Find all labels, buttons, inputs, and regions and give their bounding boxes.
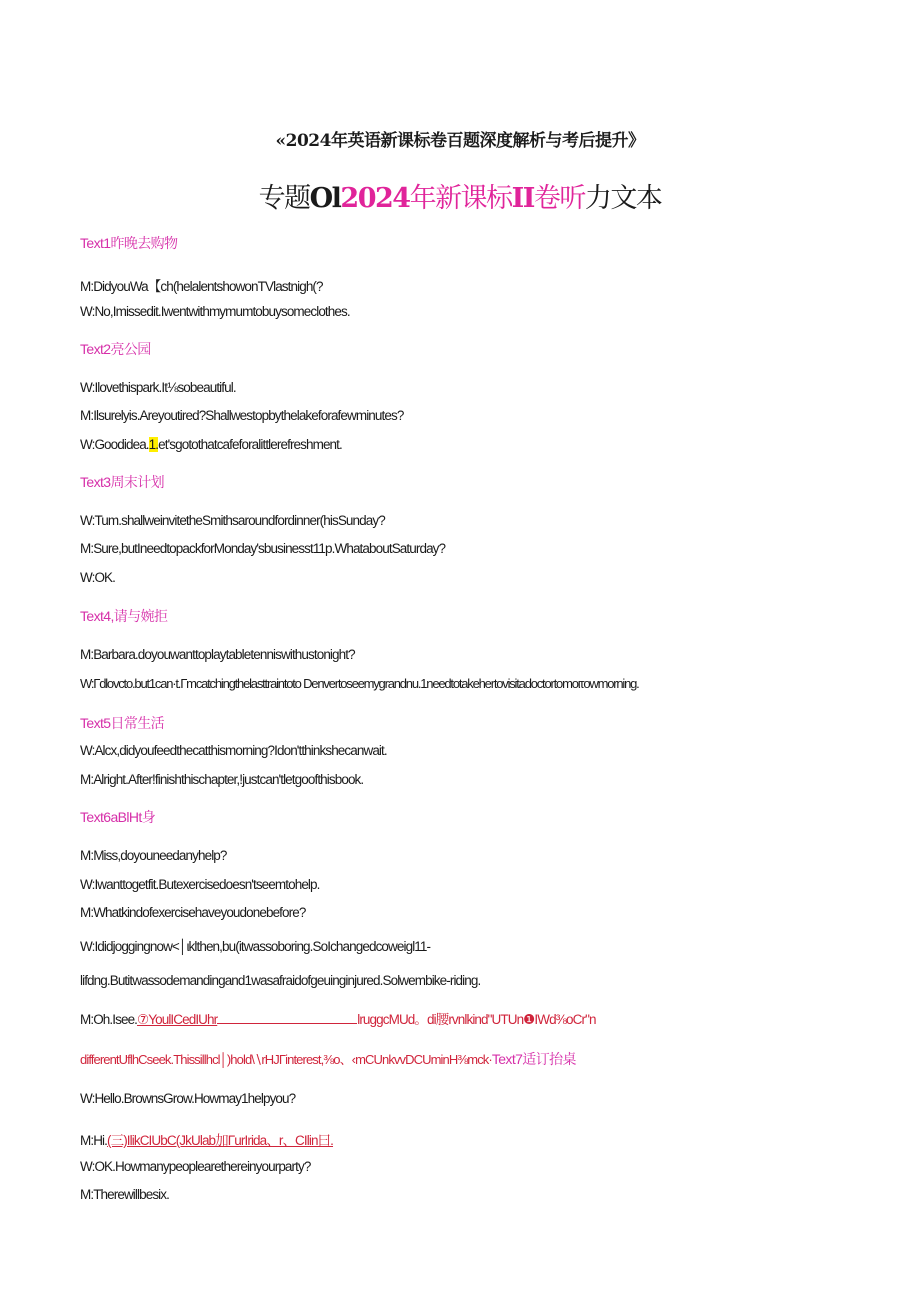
dialogue-line: W:Tum.shallweinvitetheSmithsaroundfordinner(hisSunday? — [80, 513, 385, 528]
dialogue-line: M:Whatkindofexercisehaveyoudonebefore? — [80, 905, 306, 920]
title-part-5: II — [511, 183, 534, 214]
dialogue-line — [80, 1129, 333, 1149]
title-part-1: 专题 — [258, 183, 310, 214]
section-heading-text7: Text7适订抬桌 — [491, 1051, 576, 1067]
title-part-3: 2024 — [340, 183, 410, 214]
dialogue-line: W:No,Imissedit.Iwentwithmymumtobuysomeclothes. — [80, 304, 350, 319]
section-heading-text4: Text4,请与婉拒 — [80, 608, 168, 624]
section-heading-text3: Text3周末计划 — [80, 474, 165, 490]
dialogue-line — [80, 1008, 596, 1028]
annotated-text: ⑦YoulICedIUhr — [137, 1012, 218, 1027]
section-heading-text2: Text2亮公园 — [80, 341, 151, 357]
speaker-text: M:Oh.Isee. — [80, 1012, 138, 1027]
section-heading-text5: Text5日常生活 — [80, 715, 165, 731]
answer-blank — [217, 1013, 357, 1024]
title-part-2: Ol — [309, 183, 341, 214]
document-main-title — [0, 176, 920, 215]
dialogue-line: M:DidyouWa【ch(helalentshowonTVlastnigh(? — [80, 279, 323, 294]
title-part-4: 年新课标 — [409, 183, 512, 214]
dialogue-line: M:Miss,doyouneedanyhelp? — [80, 848, 227, 863]
dialogue-line — [80, 1049, 576, 1069]
dialogue-line — [80, 437, 342, 452]
dialogue-line: W:OK. — [80, 570, 116, 585]
highlighted-marker: 1. — [148, 437, 159, 452]
annotated-text: lruggcMUd。di腰rvnlkind"UTUn❶IWd⅜oCr"n — [357, 1012, 596, 1027]
dialogue-line: M:Alright.After!finishthischapter,!justcan'tletgoofthisbook. — [80, 772, 364, 787]
dialogue-line: W:Hello.BrownsGrow.Howmay1helpyou? — [80, 1091, 296, 1106]
title-part-7: 力文本 — [584, 183, 662, 214]
section-heading-text1: Text1昨晚去购物 — [80, 235, 178, 251]
annotated-text: differentUflhCseek.Thissillhcl│)hold\∖rHJΓinterest,⅜o、‹mCUnkvvDCUminH⅜mck· — [80, 1052, 492, 1067]
dialogue-line: M:Ilsurelyis.Areyoutired?Shallwestopbythelakeforafewminutes? — [80, 408, 404, 423]
dialogue-line: M:Sure,butIneedtopackforMonday'sbusinesst11p.WhataboutSaturday? — [80, 541, 446, 556]
dialogue-line: W:Ididjoggingnow<│ιklthen,bu(itwassoboring.SoIchangedcoweigl11- — [80, 939, 431, 954]
dialogue-line: M:Therewillbesix. — [80, 1187, 169, 1202]
annotated-text: (三)IlikCIUbC(JkUlab加ΓurIrida、r、CIlin曰. — [107, 1133, 334, 1148]
section-heading-text6: Text6aBlHt身 — [80, 809, 156, 825]
line-start: W:Goodidea. — [80, 437, 149, 452]
title-part-6: 卷听 — [533, 183, 585, 214]
dialogue-line: W:Ilovethispark.It⅛sobeautiful. — [80, 380, 236, 395]
dialogue-line: W:Alcx,didyoufeedthecatthismorning?Idon'tthinkshecanwait. — [80, 743, 387, 758]
dialogue-line: M:Barbara.doyouwanttoplaytabletenniswithustonight? — [80, 647, 355, 662]
line-end: et'sgotothatcafeforalittlerefreshment. — [158, 437, 342, 452]
dialogue-line: W:Γdlovcto.but1can·t.Γmcatchingthelasttraintoto Denvertoseemygrandnu.1needtotakehertovisitadoctortomoιτowmorning. — [80, 676, 639, 691]
dialogue-line: W:Iwanttogetfit.Butexercisedoesn'tseemtohelp. — [80, 877, 320, 892]
dialogue-line: W:OK.Howmanypeoplearethereinyourparty? — [80, 1159, 311, 1174]
dialogue-line: lifdng.Butitwassodemandingand1wasafraidofgeuinginjured.Solwembike-riding. — [80, 973, 481, 988]
document-super-title: «2024年英语新课标卷百题深度解析与考后提升》 — [275, 131, 645, 151]
speaker-text: M:Hi. — [80, 1133, 107, 1148]
